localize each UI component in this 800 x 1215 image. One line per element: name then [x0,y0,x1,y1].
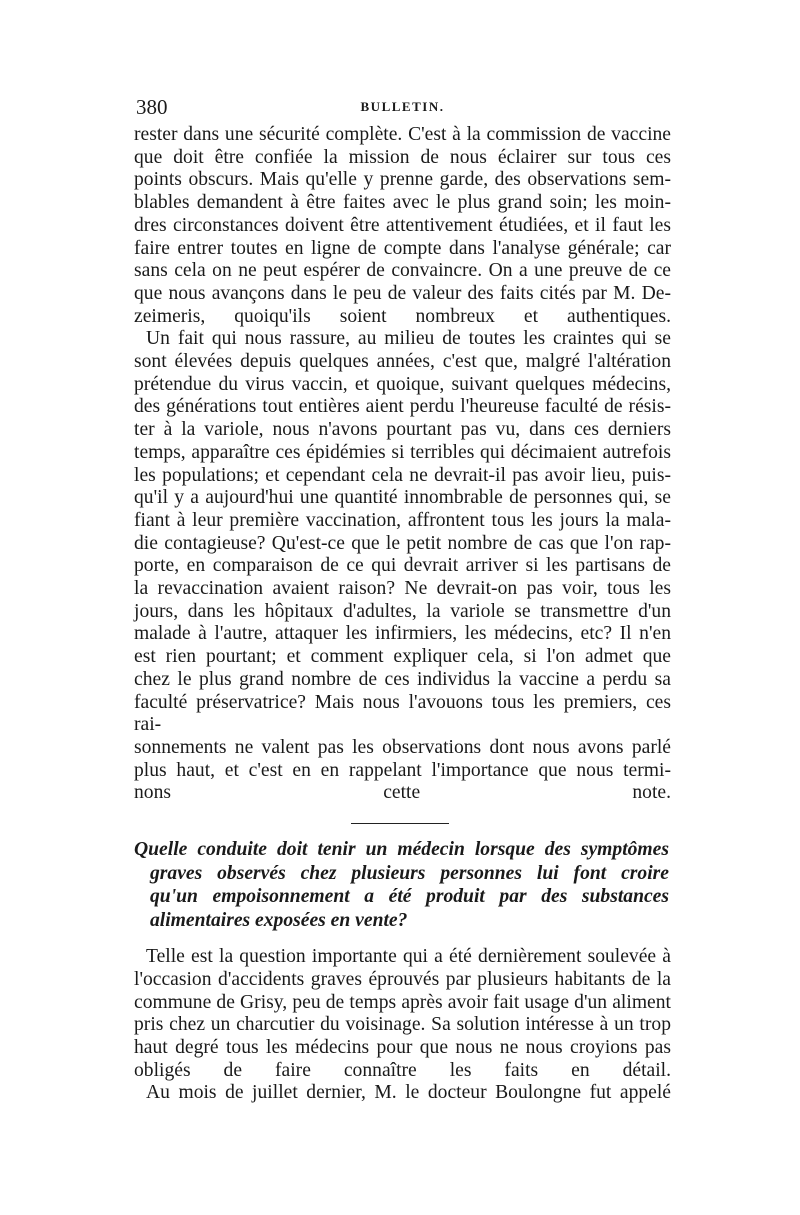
text-line: porte, en comparaison de ce qui devrait arriver si les partisans de [134,555,671,577]
text-line: haut degré tous les médecins pour que nous ne nous croyions pas [134,1036,671,1058]
paragraph-reassurance [134,328,671,805]
text-line: Au mois de juillet dernier, M. le docteur Boulongne fut appelé [146,1082,671,1104]
text-line: points obscurs. Mais qu'elle y prenne garde, des observations sem- [134,169,671,191]
page-header [134,94,671,124]
text-line: malade à l'autre, attaquer les infirmiers, les médecins, etc? Il n'en [134,623,671,645]
section-heading [134,838,671,932]
heading-line: graves observés chez plusieurs personnes lui font croire [150,862,669,884]
text-line: sans cela on ne peut espérer de convaincre. On a une preuve de ce [134,260,671,282]
text-line: sonnements ne valent pas les observations dont nous avons parlé [134,736,671,758]
text-line: Un fait qui nous rassure, au milieu de toutes les craintes qui se [146,328,671,350]
text-line: rester dans une sécurité complète. C'est à la commission de vaccine [134,124,671,145]
text-line: faculté préservatrice? Mais nous l'avouons tous les premiers, ces rai- [134,691,671,736]
text-line: die contagieuse? Qu'est-ce que le petit nombre de cas que l'on rap- [134,532,671,554]
text-line: que doit être confiée la mission de nous éclairer sur tous ces [134,146,671,168]
paragraph-grisy-question [134,946,671,1082]
text-line: plus haut, et c'est en en rappelant l'importance que nous termi- [134,759,671,781]
text-line: des générations tout entières aient perdu l'heureuse faculté de résis- [134,396,671,418]
text-line: chez le plus grand nombre de ces individus la vaccine a perdu sa [134,668,671,690]
text-line: dres circonstances doivent être attentivement étudiées, et il faut les [134,214,671,236]
text-line: jours, dans les hôpitaux d'adultes, la variole se transmettre d'un [134,600,671,622]
text-line: Telle est la question importante qui a été dernièrement soulevée à [146,946,671,968]
text-line: que nous avançons dans le peu de valeur des faits cités par M. De- [134,282,671,304]
text-line: temps, apparaître ces épidémies si terribles qui décimaient autrefois [134,441,671,463]
text-line: l'occasion d'accidents graves éprouvés par plusieurs habitants de la [134,968,671,990]
text-line: fiant à leur première vaccination, affrontent tous les jours la mala- [134,509,671,531]
paragraph-vaccine-continuation [134,124,671,328]
book-page [134,94,671,1105]
text-line: obligés de faire connaître les faits en détail. [134,1059,671,1081]
paragraph-boulongne [134,1082,671,1105]
text-line: les populations; et cependant cela ne devrait-il pas avoir lieu, puis- [134,464,671,486]
heading-line: qu'un empoisonnement a été produit par des substances [150,886,669,908]
section-divider [351,823,449,824]
text-line: faire entrer toutes en ligne de compte dans l'analyse générale; car [134,237,671,259]
text-line: ter à la variole, nous n'avons pourtant pas vu, dans ces derniers [134,419,671,441]
page-number: 380 [136,95,168,119]
text-line: qu'il y a aujourd'hui une quantité innombrable de personnes qui, se [134,487,671,509]
text-line: la revaccination avaient raison? Ne devrait-on pas voir, tous les [134,578,671,600]
text-line: nons cette note. [134,782,671,804]
running-title: BULLETIN. [360,99,445,114]
text-line: prétendue du virus vaccin, et quoique, suivant quelques médecins, [134,373,671,395]
text-line: pris chez un charcutier du voisinage. Sa solution intéresse à un trop [134,1014,671,1036]
heading-line: Quelle conduite doit tenir un médecin lorsque des symptômes [134,839,669,861]
text-line: commune de Grisy, peu de temps après avoir fait usage d'un aliment [134,991,671,1013]
text-line: blables demandent à être faites avec le plus grand soin; les moin- [134,192,671,214]
heading-line: alimentaires exposées en vente? [150,909,408,931]
text-line: est rien pourtant; et comment expliquer cela, si l'on admet que [134,646,671,668]
text-line: sont élevées depuis quelques années, c'est que, malgré l'altération [134,351,671,373]
text-line: zeimeris, quoiqu'ils soient nombreux et authentiques. [134,305,671,327]
